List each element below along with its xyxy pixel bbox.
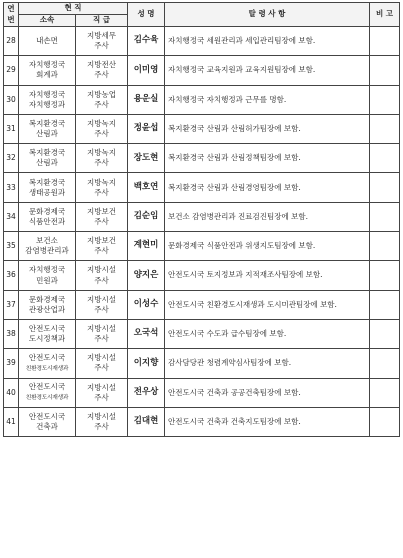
table-row — [4, 202, 400, 231]
person-name: 오국석 — [128, 319, 165, 348]
affiliation-cell — [19, 173, 76, 202]
table-row — [4, 407, 400, 436]
table-row — [4, 114, 400, 143]
person-name: 김대현 — [128, 407, 165, 436]
rank-cell — [76, 85, 128, 114]
remarks-cell — [370, 173, 400, 202]
affiliation-line-1: 자치행정국 — [28, 60, 66, 70]
table-row — [4, 378, 400, 407]
rank-line-2: 주사 — [94, 129, 109, 139]
rank-line-1: 지방시설 — [87, 382, 116, 392]
person-name: 장도현 — [128, 144, 165, 173]
affiliation-line-2: 식품안전과 — [28, 216, 66, 226]
remarks-cell — [370, 27, 400, 56]
rank-line-2: 주사 — [94, 392, 109, 402]
header-remarks: 비 고 — [370, 3, 400, 27]
rank-cell — [76, 232, 128, 261]
affiliation-cell — [19, 349, 76, 378]
affiliation-line-2: 친환경도시재생과 — [25, 395, 69, 402]
affiliation-line-2: 산림과 — [36, 129, 58, 139]
affiliation-line-1: 복지환경국 — [28, 118, 66, 128]
affiliation-line-2: 회계과 — [36, 70, 58, 80]
person-name: 양지은 — [128, 261, 165, 290]
row-number: 37 — [4, 290, 19, 319]
appointment-summary: 안전도시국 수도과 급수팀장에 보함. — [165, 319, 370, 348]
affiliation-line-2: 관광산업과 — [28, 304, 66, 314]
table-row — [4, 232, 400, 261]
rank-line-1: 지방보건 — [87, 206, 116, 216]
row-number: 39 — [4, 349, 19, 378]
remarks-cell — [370, 56, 400, 85]
row-number: 38 — [4, 319, 19, 348]
rank-cell — [76, 261, 128, 290]
affiliation-line-2: 건축과 — [36, 422, 58, 431]
rank-line-2: 주사 — [94, 422, 109, 431]
appointment-summary: 감사담당관 청렴계약심사팀장에 보함. — [165, 349, 370, 378]
rank-cell — [76, 144, 128, 173]
personnel-table — [3, 2, 400, 437]
remarks-cell — [370, 114, 400, 143]
affiliation-line-1: 자치행정국 — [28, 265, 66, 275]
person-name: 김순임 — [128, 202, 165, 231]
person-name: 용운실 — [128, 85, 165, 114]
rank-cell — [76, 173, 128, 202]
affiliation-line-2: 자치행정과 — [28, 99, 66, 109]
affiliation-line-1: 안전도시국 — [28, 352, 66, 362]
person-name: 정윤섭 — [128, 114, 165, 143]
row-number: 31 — [4, 114, 19, 143]
person-name: 이성수 — [128, 290, 165, 319]
rank-line-1: 지방시설 — [87, 323, 116, 333]
rank-line-1: 지방전산 — [87, 60, 116, 70]
rank-line-1: 지방농업 — [87, 89, 116, 99]
rank-line-1: 지방녹지 — [87, 118, 116, 128]
rank-cell — [76, 319, 128, 348]
row-number: 30 — [4, 85, 19, 114]
table-row — [4, 319, 400, 348]
rank-cell — [76, 56, 128, 85]
affiliation-cell — [19, 114, 76, 143]
header-num-top: 연 — [7, 4, 15, 14]
table-row — [4, 290, 400, 319]
affiliation-cell — [19, 144, 76, 173]
affiliation-line-2: 감염병관리과 — [25, 246, 69, 256]
table-row — [4, 56, 400, 85]
rank-cell — [76, 407, 128, 436]
row-number: 29 — [4, 56, 19, 85]
row-number: 33 — [4, 173, 19, 202]
affiliation-cell — [19, 27, 76, 56]
affiliation-line-2: 민원과 — [36, 275, 58, 285]
remarks-cell — [370, 144, 400, 173]
rank-line-2: 주사 — [94, 246, 109, 256]
affiliation-line-1: 자치행정국 — [28, 89, 66, 99]
affiliation-line-1: 복지환경국 — [28, 148, 66, 158]
rank-line-2: 주사 — [94, 275, 109, 285]
rank-line-2: 주사 — [94, 363, 109, 373]
rank-line-1: 지방보건 — [87, 236, 116, 246]
appointment-summary: 문화경제국 식품안전과 위생지도팀장에 보함. — [165, 232, 370, 261]
row-number: 32 — [4, 144, 19, 173]
affiliation-line-1: 안전도시국 — [28, 411, 66, 421]
person-name: 이지향 — [128, 349, 165, 378]
rank-line-2: 주사 — [94, 334, 109, 344]
affiliation-line-1: 문화경제국 — [28, 206, 66, 216]
affiliation-line-1: 보건소 — [36, 236, 58, 246]
header-num-bottom: 번 — [7, 14, 15, 24]
header-num — [4, 3, 19, 27]
affiliation-cell — [19, 202, 76, 231]
header-name: 성 명 — [128, 3, 165, 27]
rank-line-1: 지방시설 — [87, 265, 116, 275]
person-name: 이미영 — [128, 56, 165, 85]
rank-line-2: 주사 — [94, 187, 109, 197]
rank-line-1: 지방시설 — [87, 294, 116, 304]
affiliation-cell — [19, 378, 76, 407]
rank-line-2: 주사 — [94, 70, 109, 80]
affiliation-cell — [19, 319, 76, 348]
header-summary: 탈 령 사 항 — [165, 3, 370, 27]
appointment-summary: 보건소 감염병관리과 진료검진팀장에 보함. — [165, 202, 370, 231]
row-number: 36 — [4, 261, 19, 290]
rank-line-1: 지방녹지 — [87, 177, 116, 187]
rank-cell — [76, 290, 128, 319]
affiliation-line-1: 복지환경국 — [28, 177, 66, 187]
appointment-summary: 자치행정국 세원관리과 세입관리팀장에 보함. — [165, 27, 370, 56]
remarks-cell — [370, 232, 400, 261]
affiliation-cell — [19, 290, 76, 319]
affiliation-cell — [19, 261, 76, 290]
row-number: 41 — [4, 407, 19, 436]
affiliation-cell — [19, 85, 76, 114]
rank-line-1: 지방시설 — [87, 411, 116, 421]
table-row — [4, 173, 400, 202]
affiliation-line-2: 친환경도시재생과 — [25, 366, 69, 373]
header-affiliation: 소속 — [19, 15, 76, 27]
table-header — [4, 3, 400, 27]
remarks-cell — [370, 202, 400, 231]
affiliation-line-2: 산림과 — [36, 158, 58, 168]
remarks-cell — [370, 319, 400, 348]
table-row — [4, 27, 400, 56]
rank-cell — [76, 349, 128, 378]
rank-line-2: 주사 — [94, 99, 109, 109]
rank-cell — [76, 202, 128, 231]
row-number: 28 — [4, 27, 19, 56]
affiliation-cell — [19, 232, 76, 261]
affiliation-line-2: 생태공원과 — [28, 187, 66, 197]
rank-line-1: 지방세무 — [87, 31, 116, 41]
personnel-order-document — [3, 2, 399, 437]
rank-line-2: 주사 — [94, 304, 109, 314]
affiliation-line-2: 도시정책과 — [28, 334, 66, 344]
remarks-cell — [370, 85, 400, 114]
affiliation-cell — [19, 407, 76, 436]
appointment-summary: 자치행정국 교육지원과 교육지원팀장에 보함. — [165, 56, 370, 85]
row-number: 35 — [4, 232, 19, 261]
remarks-cell — [370, 261, 400, 290]
remarks-cell — [370, 290, 400, 319]
table-row — [4, 85, 400, 114]
appointment-summary: 자치행정국 자치행정과 근무를 명함. — [165, 85, 370, 114]
rank-line-1: 지방시설 — [87, 353, 116, 363]
rank-line-1: 지방녹지 — [87, 148, 116, 158]
rank-cell — [76, 27, 128, 56]
appointment-summary: 안전도시국 건축과 공공건축팀장에 보함. — [165, 378, 370, 407]
appointment-summary: 복지환경국 산림과 산림허가팀장에 보함. — [165, 114, 370, 143]
affiliation-line-1: 안전도시국 — [28, 382, 66, 392]
appointment-summary: 안전도시국 친환경도시재생과 도시미관팀장에 보함. — [165, 290, 370, 319]
person-name: 김수육 — [128, 27, 165, 56]
affiliation-line-1: 안전도시국 — [28, 323, 66, 333]
row-number: 40 — [4, 378, 19, 407]
rank-cell — [76, 114, 128, 143]
appointment-summary: 안전도시국 건축과 건축지도팀장에 보함. — [165, 407, 370, 436]
appointment-summary: 안전도시국 토지정보과 지적재조사팀장에 보함. — [165, 261, 370, 290]
affiliation-line-1: 내손면 — [36, 36, 58, 46]
rank-line-2: 주사 — [94, 216, 109, 226]
remarks-cell — [370, 407, 400, 436]
rank-line-2: 주사 — [94, 41, 109, 51]
appointment-summary: 복지환경국 산림과 산림정책팀장에 보함. — [165, 144, 370, 173]
table-row — [4, 349, 400, 378]
header-current-position: 현 직 — [19, 3, 128, 15]
table-body — [4, 27, 400, 437]
affiliation-cell — [19, 56, 76, 85]
person-name: 전우상 — [128, 378, 165, 407]
rank-cell — [76, 378, 128, 407]
affiliation-line-1: 문화경제국 — [28, 294, 66, 304]
row-number: 34 — [4, 202, 19, 231]
header-rank: 직 급 — [76, 15, 128, 27]
person-name: 백호연 — [128, 173, 165, 202]
table-row — [4, 144, 400, 173]
appointment-summary: 복지환경국 산림과 산림경영팀장에 보함. — [165, 173, 370, 202]
table-row — [4, 261, 400, 290]
remarks-cell — [370, 349, 400, 378]
remarks-cell — [370, 378, 400, 407]
person-name: 계현미 — [128, 232, 165, 261]
rank-line-2: 주사 — [94, 158, 109, 168]
